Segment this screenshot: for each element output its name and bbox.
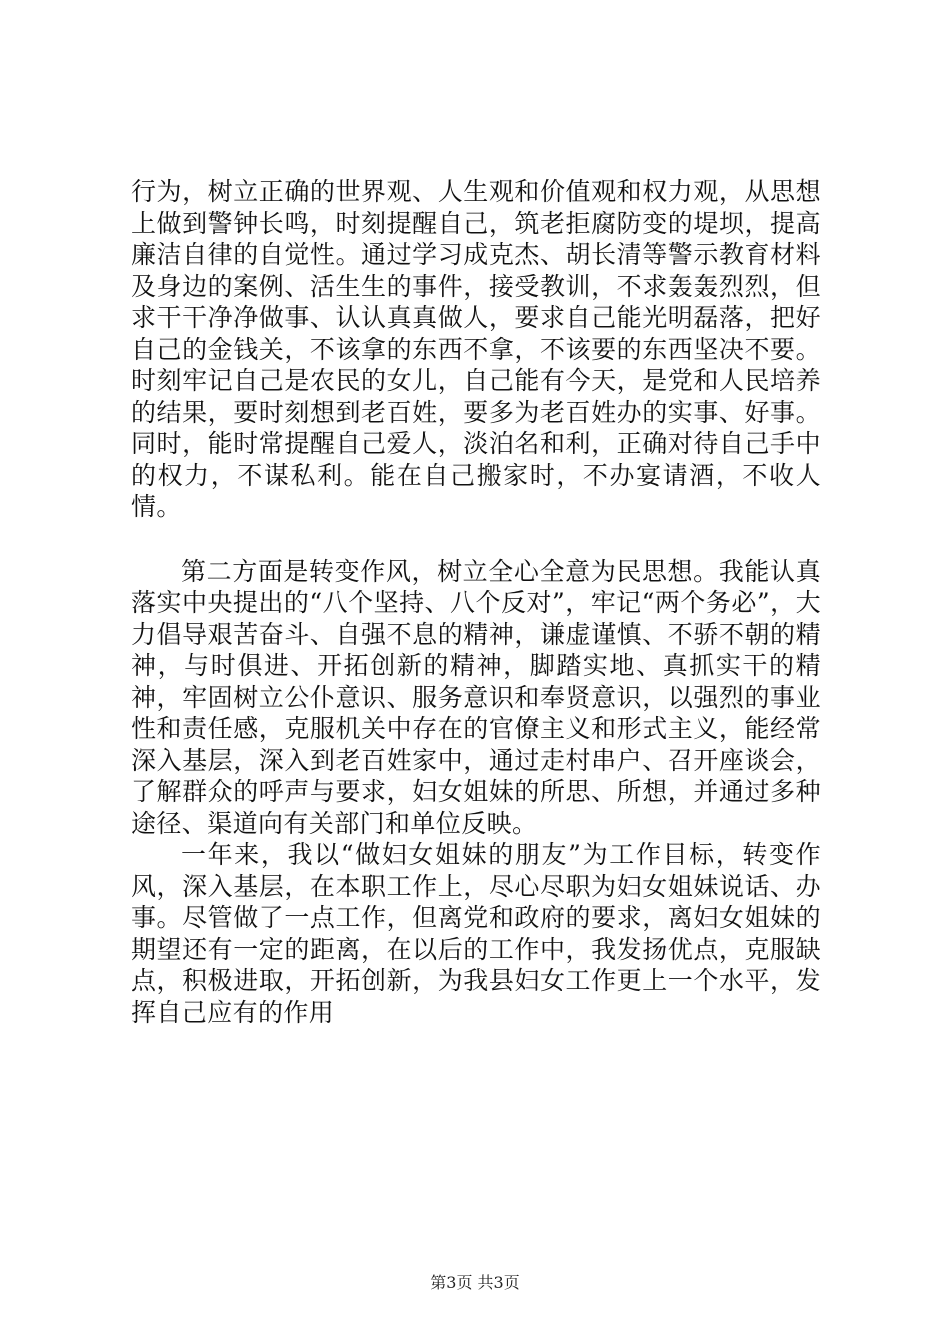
- document-body: [131, 176, 821, 1028]
- paragraph-continuation: 行为，树立正确的世界观、人生观和价值观和权力观，从思想上做到警钟长鸣，时刻提醒自己，筑老拒腐防变的堤坝，提高廉洁自律的自觉性。通过学习成克杰、胡长清等警示教育材料及身边的案例、活生生的事件，接受教训，不求轰轰烈烈，但求干干净净做事、认认真真做人，要求自己能光明磊落，把好自己的金钱关，不该拿的东西不拿，不该要的东西坚决不要。时刻牢记自己是农民的女儿，自己能有今天，是党和人民培养的结果，要时刻想到老百姓，要多为老百姓办的实事、好事。同时，能时常提醒自己爱人，淡泊名和利，正确对待自己手中的权力，不谋私利。能在自己搬家时，不办宴请酒，不收人情。: [131, 177, 821, 521]
- page-footer: 第3页 共3页: [430, 1273, 520, 1292]
- paragraph-work-style: 第二方面是转变作风，树立全心全意为民思想。我能认真落实中央提出的“八个坚持、八个反对”，牢记“两个务必”，大力倡导艰苦奋斗、自强不息的精神，谦虚谨慎、不骄不朝的精神，与时俱进、开拓创新的精神，脚踏实地、真抓实干的精神，牢固树立公仆意识、服务意识和奉贤意识，以强烈的事业性和责任感，克服机关中存在的官僚主义和形式主义，能经常深入基层，深入到老百姓家中，通过走村串户、召开座谈会，了解群众的呼声与要求，妇女姐妹的所思、所想，并通过多种途径、渠道向有关部门和单位反映。: [131, 556, 821, 838]
- paragraph-summary: 一年来，我以“做妇女姐妹的朋友”为工作目标，转变作风，深入基层，在本职工作上，尽心尽职为妇女姐妹说话、办事。尽管做了一点工作，但离党和政府的要求，离妇女姐妹的期望还有一定的距离，在以后的工作中，我发扬优点，克服缺点，积极进取，开拓创新，为我县妇女工作更上一个水平，发挥自己应有的作用: [131, 840, 821, 1027]
- paragraph-gap: [131, 523, 821, 556]
